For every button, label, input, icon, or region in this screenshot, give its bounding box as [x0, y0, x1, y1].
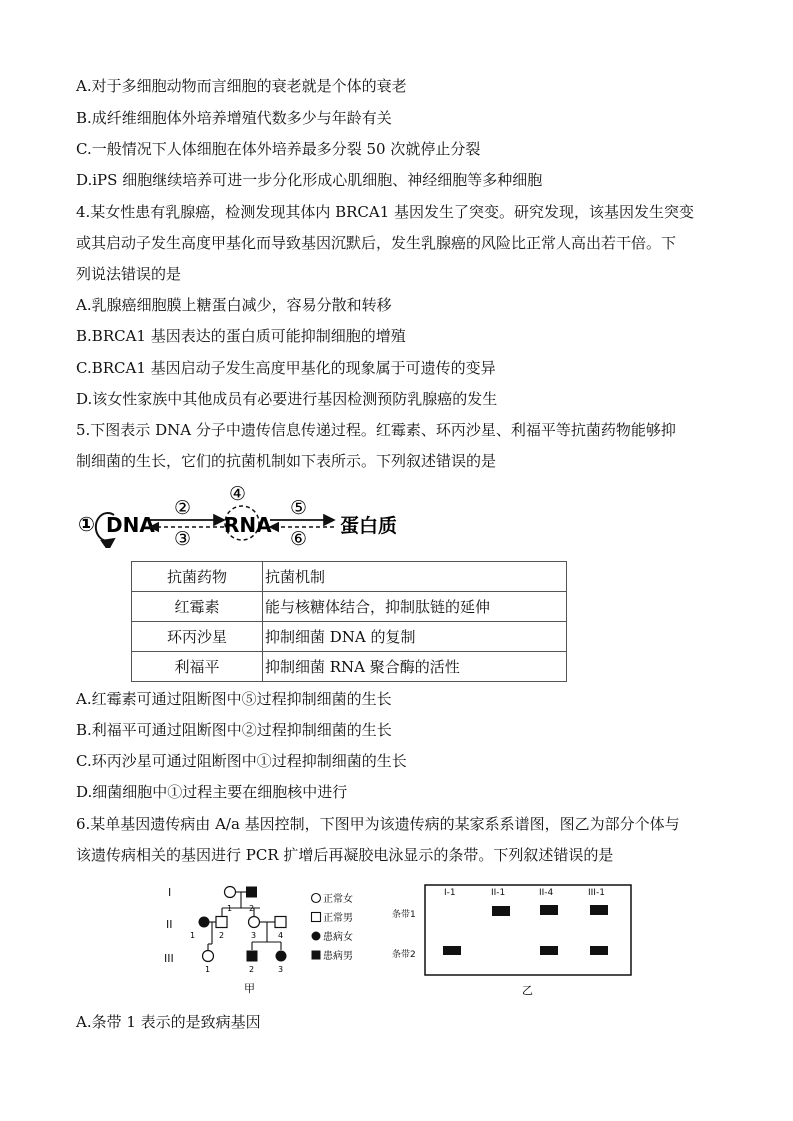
step-2-label: ② [174, 497, 192, 519]
flow-diagram [76, 482, 406, 548]
lane-III-1-label: III-1 [588, 888, 605, 898]
q5-option-d: D.细菌细胞中①过程主要在细胞核中进行 [76, 783, 348, 801]
gel-frame [425, 885, 631, 975]
band-I-1-lower [443, 946, 461, 955]
individual-I1 [225, 887, 236, 898]
q3-option-d: D.iPS 细胞继续培养可进一步分化形成心肌细胞、神经细胞等多种细胞 [76, 171, 543, 189]
q4-stem-line-1: 4.某女性患有乳腺癌，检测发现其体内 BRCA1 基因发生了突变。研究发现，该基因发生突变 [76, 203, 695, 221]
band-2-label: 条带2 [392, 950, 416, 960]
individual-III3 [276, 951, 287, 962]
label-II4: 4 [278, 931, 284, 940]
individual-II1 [199, 917, 210, 928]
label-III1: 1 [205, 965, 211, 974]
q4-stem-line-2: 或其启动子发生高度甲基化而导致基因沉默后，发生乳腺癌的风险比正常人高出若干倍。下 [76, 234, 677, 252]
table-cell-mechanism: 抑制细菌 RNA 聚合酶的活性 [263, 652, 567, 682]
lane-II-1-label: II-1 [491, 888, 506, 898]
q3-option-b: B.成纤维细胞体外培养增殖代数多少与年龄有关 [76, 109, 392, 127]
lane-I-1-label: I-1 [444, 888, 456, 898]
q6-option-a: A.条带 1 表示的是致病基因 [76, 1013, 261, 1031]
table-row [132, 592, 567, 622]
label-I1: 1 [227, 904, 233, 913]
band-III-1-upper [590, 905, 608, 915]
gel-electrophoresis [388, 880, 638, 1000]
lane-II-4-label: II-4 [539, 888, 554, 898]
table-row [132, 652, 567, 682]
table-header-row [132, 562, 567, 592]
band-II-4-upper [540, 905, 558, 915]
step-3-label: ③ [174, 528, 192, 548]
individual-II4 [275, 917, 286, 928]
table-row [132, 622, 567, 652]
band-1-label: 条带1 [392, 910, 416, 920]
q5-option-b: B.利福平可通过阻断图中②过程抑制细菌的生长 [76, 721, 392, 739]
label-II2: 2 [219, 931, 225, 940]
antibiotic-table [131, 561, 567, 682]
band-III-1-lower [590, 946, 608, 955]
pedigree-caption: 甲 [244, 982, 255, 995]
gel-caption: 乙 [522, 984, 533, 997]
generation-ii-label: II [166, 918, 173, 931]
table-cell-drug: 红霉素 [132, 592, 263, 622]
individual-II3 [249, 917, 260, 928]
q3-option-a: A.对于多细胞动物而言细胞的衰老就是个体的衰老 [76, 77, 407, 95]
q5-option-a: A.红霉素可通过阻断图中⑤过程抑制细菌的生长 [76, 690, 392, 708]
q4-stem-line-3: 列说法错误的是 [76, 265, 182, 283]
table-cell-mechanism: 能与核糖体结合，抑制肽链的延伸 [263, 592, 567, 622]
table-header-mechanism: 抗菌机制 [263, 562, 567, 592]
legend-affected-female-icon [312, 932, 321, 941]
individual-II2 [216, 917, 227, 928]
protein-label: 蛋白质 [340, 515, 398, 537]
label-II1: 1 [190, 931, 196, 940]
legend-affected-female: 患病女 [323, 932, 353, 943]
q4-option-c: C.BRCA1 基因启动子发生高度甲基化的现象属于可遗传的变异 [76, 359, 496, 377]
label-III3: 3 [278, 965, 284, 974]
individual-I2 [246, 887, 257, 898]
table-cell-drug: 环丙沙星 [132, 622, 263, 652]
legend-affected-male: 患病男 [323, 951, 353, 962]
q6-stem-line-2: 该遗传病相关的基因进行 PCR 扩增后再凝胶电泳显示的条带。下列叙述错误的是 [76, 846, 614, 864]
legend-normal-male-icon [312, 913, 321, 922]
dna-label: DNA [106, 513, 155, 537]
label-III2: 2 [249, 965, 255, 974]
generation-iii-label: III [164, 952, 174, 965]
q4-option-a: A.乳腺癌细胞膜上糖蛋白减少，容易分散和转移 [76, 296, 392, 314]
table-header-drug: 抗菌药物 [132, 562, 263, 592]
q6-stem-line-1: 6.某单基因遗传病由 A/a 基因控制，下图甲为该遗传病的某家系系谱图，图乙为部分个体与 [76, 815, 680, 833]
q4-option-d: D.该女性家族中其他成员有必要进行基因检测预防乳腺癌的发生 [76, 390, 498, 408]
band-II-4-lower [540, 946, 558, 955]
band-II-1-upper [492, 906, 510, 916]
q5-stem-line-1: 5.下图表示 DNA 分子中遗传信息传递过程。红霉素、环丙沙星、利福平等抗菌药物能够抑 [76, 421, 676, 439]
generation-i-label: I [168, 886, 172, 899]
label-II3: 3 [251, 931, 257, 940]
individual-III1 [203, 951, 214, 962]
q4-option-b: B.BRCA1 基因表达的蛋白质可能抑制细胞的增殖 [76, 327, 406, 345]
legend-normal-male: 正常男 [323, 913, 353, 924]
step-6-label: ⑥ [290, 528, 308, 548]
legend-affected-male-icon [312, 951, 321, 960]
q5-option-c: C.环丙沙星可通过阻断图中①过程抑制细菌的生长 [76, 752, 407, 770]
legend-normal-female-icon [312, 894, 321, 903]
step-1-label: ① [78, 512, 95, 536]
q3-option-c: C.一般情况下人体细胞在体外培养最多分裂 50 次就停止分裂 [76, 140, 481, 158]
legend-normal-female: 正常女 [323, 894, 353, 905]
step-4-label: ④ [229, 483, 247, 505]
label-I2: 2 [249, 904, 255, 913]
table-cell-drug: 利福平 [132, 652, 263, 682]
rna-label: RNA [224, 513, 272, 537]
table-cell-mechanism: 抑制细菌 DNA 的复制 [263, 622, 567, 652]
individual-III2 [247, 951, 258, 962]
pedigree-chart [160, 880, 380, 1000]
q5-stem-line-2: 制细菌的生长，它们的抗菌机制如下表所示。下列叙述错误的是 [76, 452, 497, 470]
step-5-label: ⑤ [290, 497, 308, 519]
